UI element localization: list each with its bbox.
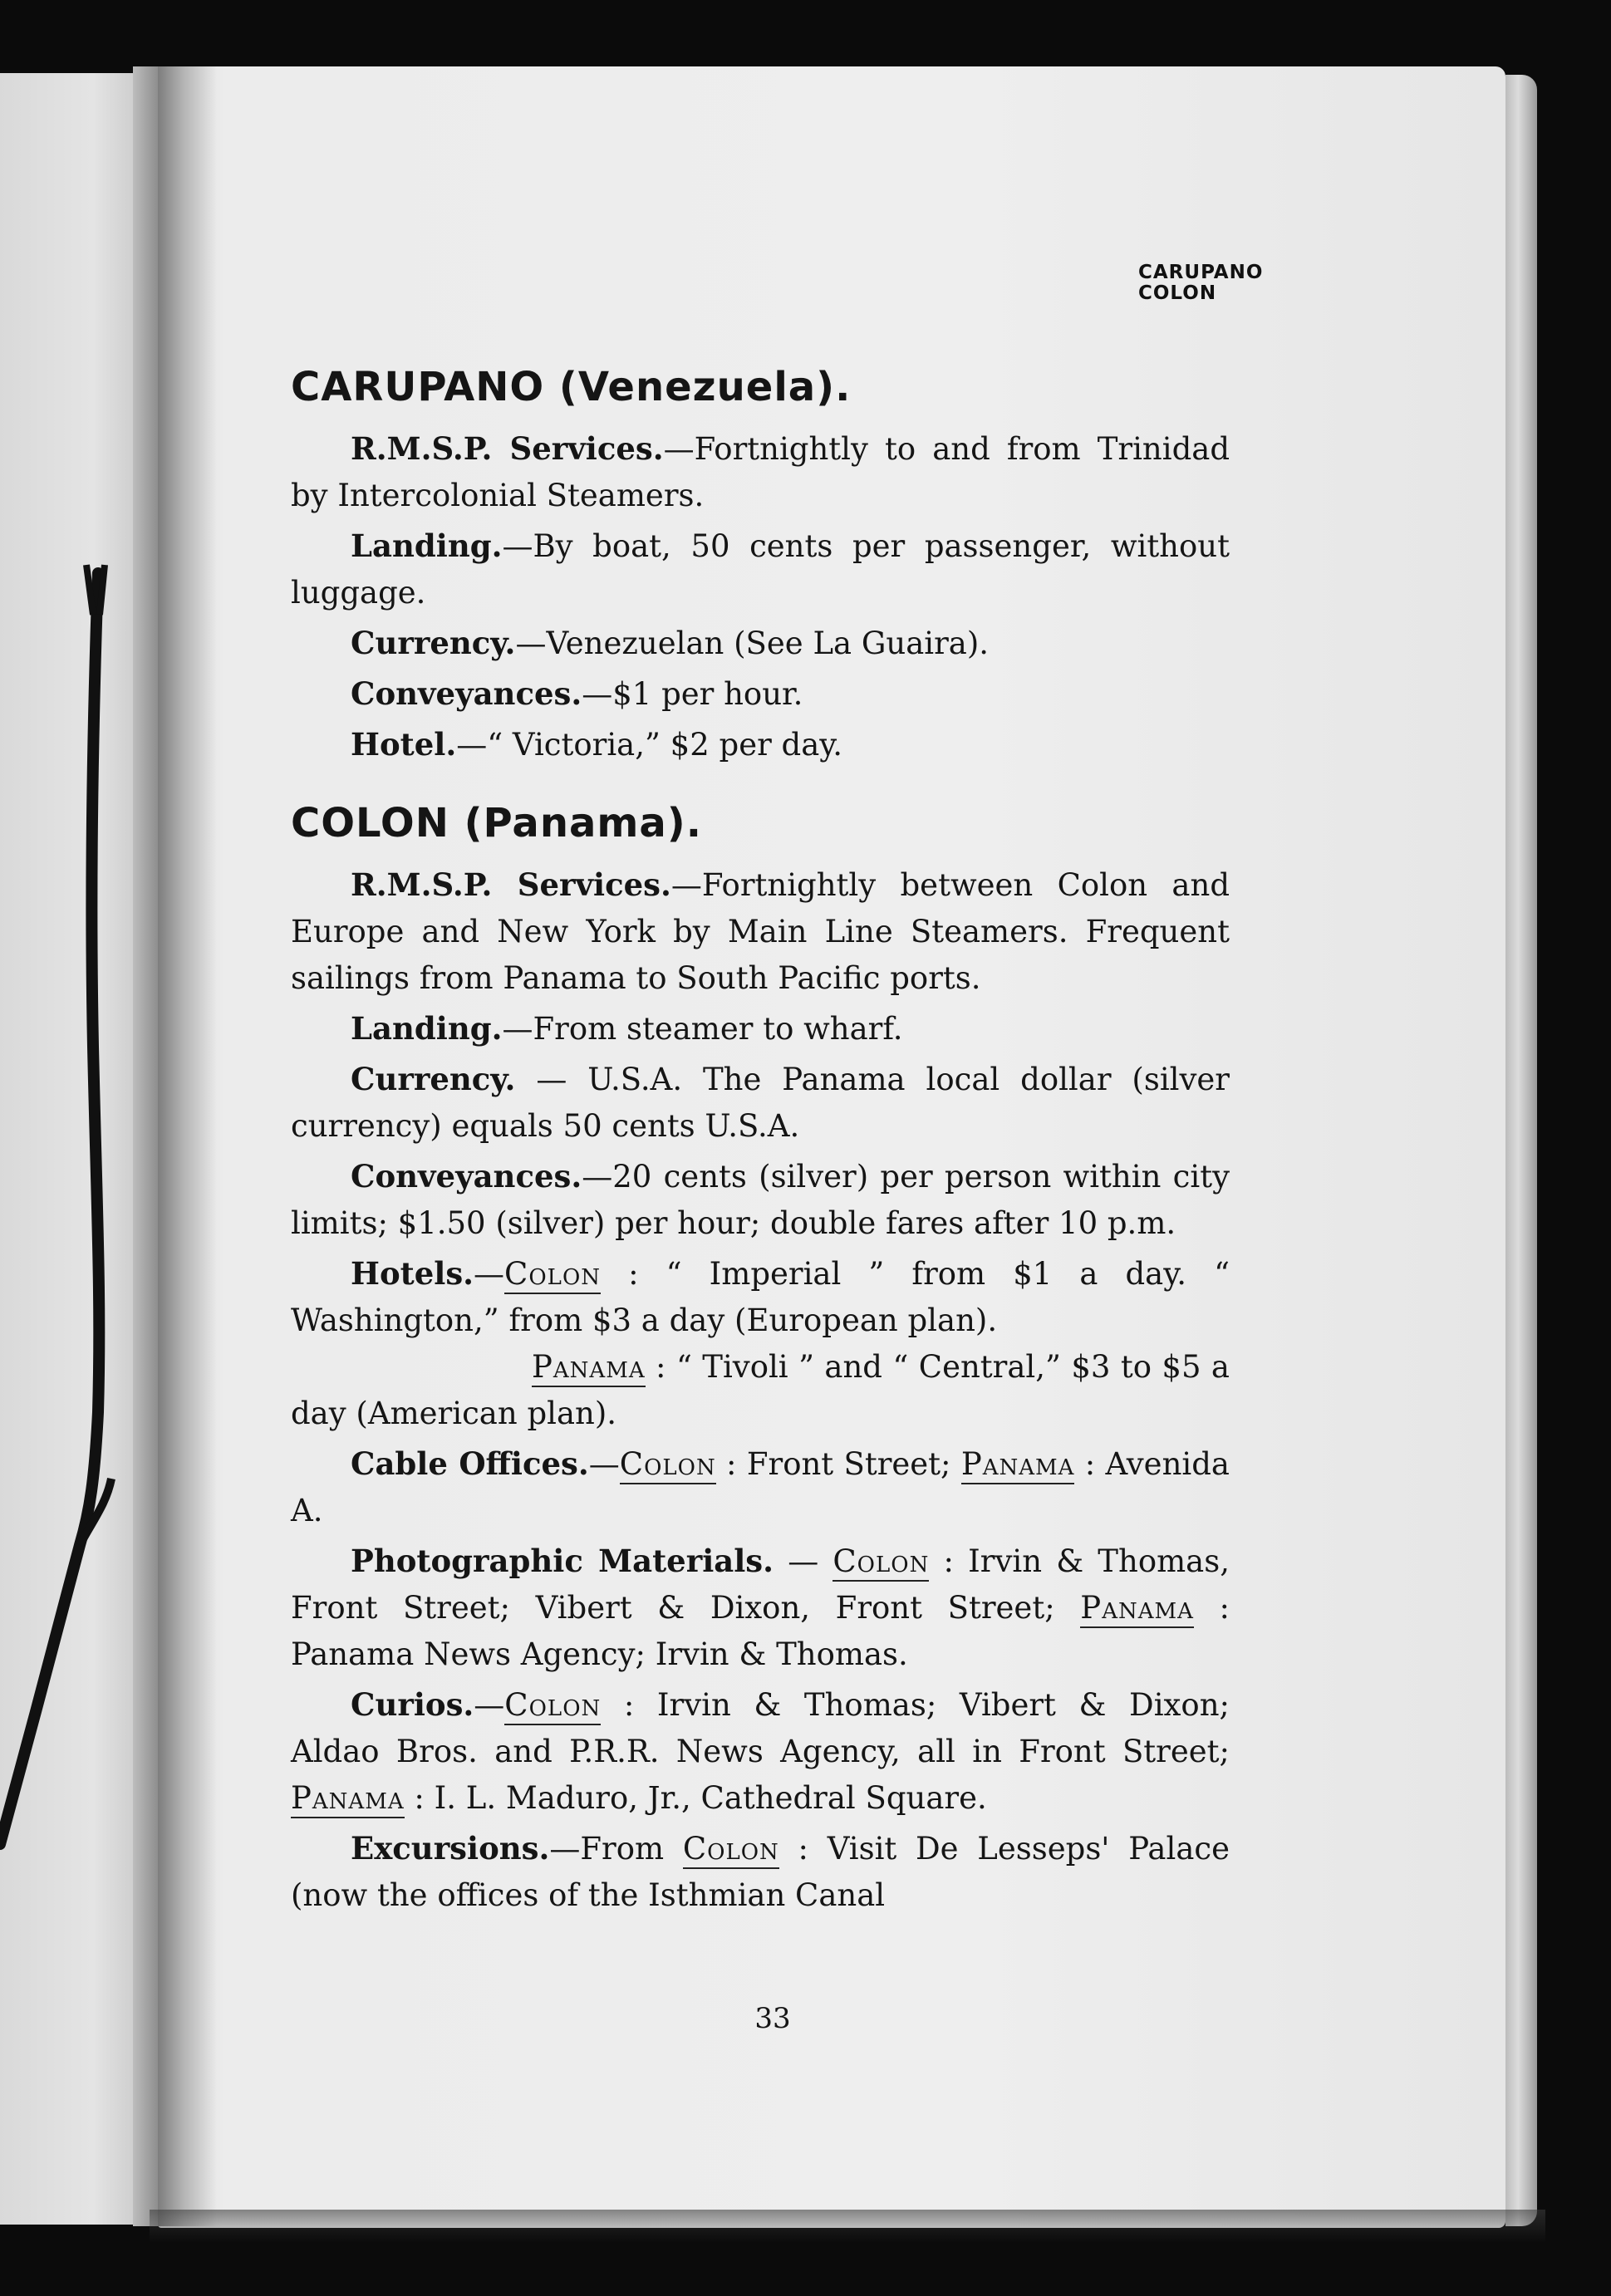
entry-carupano-currency (291, 620, 1230, 667)
entry-text: Panama News Agency; Irvin & Thomas. (291, 1636, 908, 1672)
entry-colon-excursions: Excursions.—From Colon : Visit De Lesseps' Palace (now the offices of the Isthmian Canal (291, 1830, 1230, 1913)
page-number: 33 (754, 2002, 791, 2035)
entry-term: Currency. (351, 1061, 516, 1097)
entry-colon-currency (291, 1056, 1230, 1150)
entry-text: Irvin & Thomas, Front Street; Vibert & Dixon, Front Street; (291, 1543, 1230, 1626)
entry-carupano-conveyances (291, 670, 1230, 718)
place-label-panama: Panama (532, 1349, 646, 1387)
entry-term: Excursions. (351, 1830, 550, 1867)
entry-text: —By boat, 50 cents per passenger, without luggage. (291, 528, 1230, 611)
entry-text: —Fortnightly to and from Trinidad by Intercolonial Steamers. (291, 431, 1230, 513)
entry-term: Cable Offices. (351, 1445, 589, 1482)
entry-text: I. L. Maduro, Jr., Cathedral Square. (424, 1780, 987, 1816)
place-label-panama: Panama (1080, 1590, 1194, 1628)
entry-term: Photographic Materials. (351, 1543, 774, 1579)
entry-term: R.M.S.P. Services. (351, 430, 664, 467)
page-gutter (158, 66, 216, 2226)
place-label-colon: Colon (504, 1687, 601, 1725)
entry-text: “ Imperial ” from $1 a day. “ Washington,” from $3 a day (European plan). (291, 1256, 1230, 1338)
place-label-colon: Colon (833, 1543, 929, 1582)
bottom-shadow (150, 2210, 1545, 2243)
entry-carupano-hotel (291, 721, 1230, 768)
entry-colon-landing (291, 1005, 1230, 1052)
entry-colon-conveyances (291, 1153, 1230, 1247)
place-label-colon: Colon (620, 1446, 716, 1484)
place-label-panama: Panama (961, 1446, 1075, 1484)
entry-carupano-landing (291, 522, 1230, 616)
entry-term: Conveyances. (351, 675, 582, 712)
running-header-line-2: COLON (1138, 282, 1217, 304)
entry-text: —20 cents (silver) per person within city limits; $1.50 (silver) per hour; double fares after 10 p.m. (291, 1159, 1230, 1241)
entry-term: Currency. (351, 625, 516, 661)
place-label-colon: Colon (504, 1256, 601, 1294)
entry-text: — U.S.A. The Panama local dollar (silver currency) equals 50 cents U.S.A. (291, 1062, 1230, 1144)
place-label-panama: Panama (291, 1780, 405, 1818)
entry-term: Conveyances. (351, 1158, 582, 1195)
section-title-colon: COLON (Panama). (291, 800, 702, 846)
entry-text: —“ Victoria,” $2 per day. (456, 727, 843, 763)
entry-text: —$1 per hour. (582, 676, 803, 712)
entry-term: Landing. (351, 527, 503, 564)
running-header (1138, 262, 1321, 304)
entry-text: —Fortnightly between Colon and Europe and New York by Main Line Steamers. Frequent sailings from Panama to South Pacific ports. (291, 867, 1230, 996)
entry-term: Landing. (351, 1010, 503, 1047)
entry-term: Hotel. (351, 726, 457, 763)
ribbon-bookmark (0, 548, 166, 2027)
entry-text: “ Tivoli ” and “ Central,” $3 to $5 a day (American plan). (291, 1349, 1230, 1431)
entry-colon-curios: Curios.—Colon : Irvin & Thomas; Vibert & Dixon; Aldao Bros. and P.R.R. News Agency, all in Front Street; Panama : I. L. Maduro, Jr., Cathedral Square. (291, 1681, 1230, 1822)
entry-text: Avenida A. (291, 1446, 1230, 1528)
section-title-carupano: CARUPANO (Venezuela). (291, 364, 852, 410)
entry-colon-photographic: Photographic Materials. — Colon : Irvin & Thomas, Front Street; Vibert & Dixon, Front Street; Panama : Panama News Agency; Irvin & Thomas. (291, 1543, 1230, 1672)
entry-text: Irvin & Thomas; Vibert & Dixon; Aldao Bros. and P.R.R. News Agency, all in Front Street; (291, 1687, 1230, 1769)
entry-term: R.M.S.P. Services. (351, 866, 671, 903)
entry-colon-hotels: Hotels.—Colon : “ Imperial ” from $1 a day. “ Washington,” from $3 a day (European plan). (291, 1255, 1230, 1338)
entry-colon-cable: Cable Offices.—Colon : Front Street; Panama : Avenida A. (291, 1445, 1230, 1528)
entry-term: Curios. (351, 1686, 474, 1723)
entry-text: —Venezuelan (See La Guaira). (515, 626, 990, 661)
running-header-line-1: CARUPANO (1138, 262, 1264, 283)
entry-text: —From steamer to wharf. (502, 1011, 903, 1047)
entry-text: Visit De Lesseps' Palace (now the offices of the Isthmian Canal (291, 1831, 1230, 1913)
entry-carupano-services (291, 425, 1230, 519)
entry-text: Front Street; (736, 1446, 951, 1482)
entry-colon-hotels-panama: Panama : “ Tivoli ” and “ Central,” $3 to $5 a day (American plan). (291, 1349, 1230, 1431)
page-body (291, 349, 1230, 1919)
page-edge (1505, 75, 1537, 2226)
entry-term: Hotels. (351, 1255, 474, 1292)
entry-text: —From (549, 1831, 665, 1867)
entry-colon-services (291, 861, 1230, 1002)
place-label-colon: Colon (683, 1831, 779, 1869)
